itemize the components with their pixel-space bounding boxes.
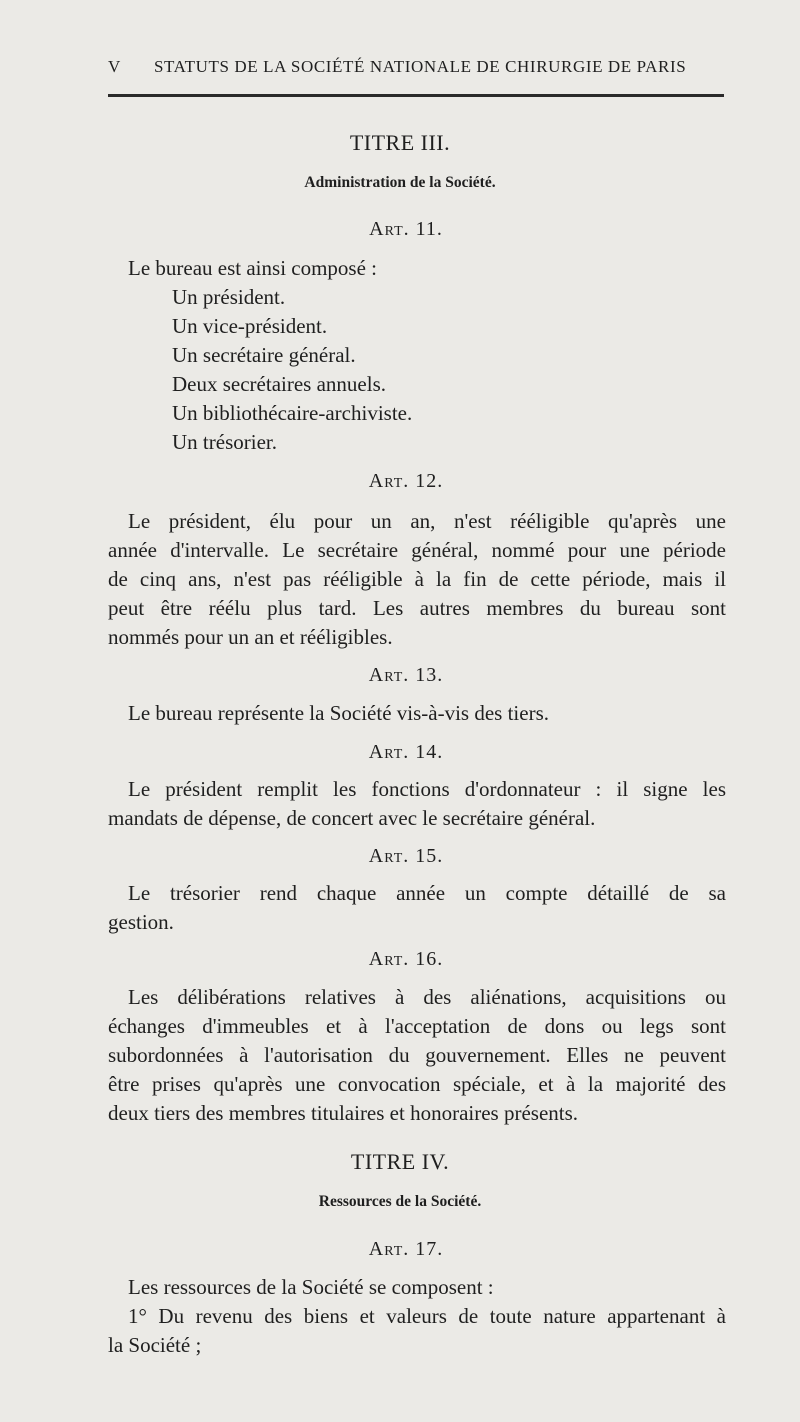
page-folio: V [108, 57, 121, 76]
art-14-line: mandats de dépense, de concert avec le secrétaire général. [108, 806, 596, 830]
header-rule [108, 94, 724, 97]
art-17-line: Les ressources de la Société se composent : [128, 1275, 494, 1299]
art-12-heading: Art. 12. [368, 470, 444, 492]
art-11-member: Deux secrétaires annuels. [172, 372, 386, 396]
art-11-heading: Art. 11. [369, 218, 443, 240]
art-15-line: Le trésorier rend chaque année un compte détaillé de sa [128, 881, 726, 905]
art-12-line: peut être réélu plus tard. Les autres membres du bureau sont [108, 596, 726, 620]
art-14-heading: Art. 14. [368, 741, 444, 763]
titre-4-heading: TITRE IV. [350, 1149, 450, 1174]
running-title: STATUTS DE LA SOCIÉTÉ NATIONALE DE CHIRURGIE DE PARIS [154, 57, 687, 76]
art-12-line: Le président, élu pour un an, n'est rééligible qu'après une [128, 509, 726, 533]
art-16-line: deux tiers des membres titulaires et honoraires présents. [108, 1101, 579, 1125]
art-16-line: subordonnées à l'autorisation du gouvernement. Elles ne peuvent [108, 1043, 726, 1067]
art-11-member: Un vice-président. [172, 314, 328, 338]
titre-4-subtitle: Ressources de la Société. [318, 1193, 482, 1210]
art-16-line: être prises qu'après une convocation spéciale, et à la majorité des [108, 1072, 726, 1096]
art-15-heading: Art. 15. [368, 845, 444, 867]
art-17-line: 1° Du revenu des biens et valeurs de toute nature appartenant à [128, 1304, 726, 1328]
art-13-heading: Art. 13. [368, 664, 444, 686]
art-12-line: année d'intervalle. Le secrétaire général, nommé pour une période [108, 538, 726, 562]
art-12-line: nommés pour un an et rééligibles. [108, 625, 393, 649]
art-16-heading: Art. 16. [368, 948, 444, 970]
art-17-line: la Société ; [108, 1333, 202, 1357]
art-14-line: Le président remplit les fonctions d'ordonnateur : il signe les [128, 777, 726, 801]
running-head [108, 57, 688, 77]
art-16-line: Les délibérations relatives à des aliénations, acquisitions ou [128, 985, 726, 1009]
art-11-member: Un trésorier. [172, 430, 277, 454]
art-16-line: échanges d'immeubles et à l'acceptation de dons ou legs sont [108, 1014, 726, 1038]
art-11-member: Un président. [172, 285, 286, 309]
art-13-line: Le bureau représente la Société vis-à-vis des tiers. [128, 701, 549, 725]
art-11-intro: Le bureau est ainsi composé : [128, 256, 378, 280]
art-17-heading: Art. 17. [368, 1238, 444, 1260]
art-15-line: gestion. [108, 910, 174, 934]
titre-3-heading: TITRE III. [349, 130, 451, 155]
titre-3-subtitle: Administration de la Société. [304, 174, 496, 191]
art-11-member: Un bibliothécaire-archiviste. [172, 401, 413, 425]
art-11-member: Un secrétaire général. [172, 343, 356, 367]
art-12-line: de cinq ans, n'est pas rééligible à la fin de cette période, mais il [108, 567, 726, 591]
